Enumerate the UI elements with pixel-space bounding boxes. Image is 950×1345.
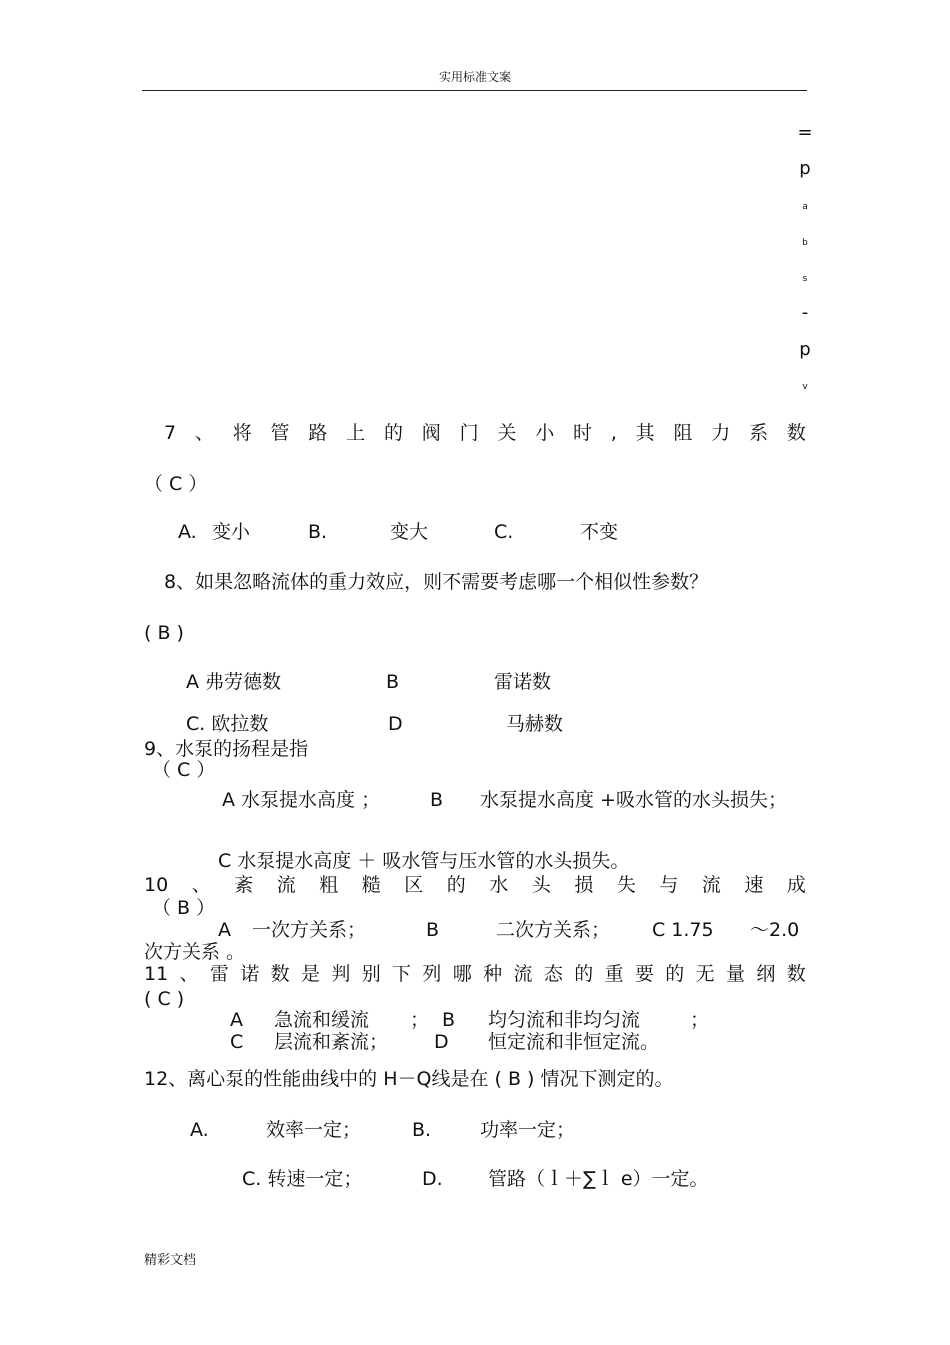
option-label: C. xyxy=(494,521,514,543)
formula-char: v xyxy=(802,382,808,392)
formula-char: p xyxy=(799,158,811,179)
question-11-stem: 11 、 雷 诺 数 是 判 别 下 列 哪 种 流 态 的 重 要 的 无 量 纲 数 xyxy=(144,963,806,985)
option-text: 层流和紊流； xyxy=(274,1031,389,1053)
option-label: D xyxy=(434,1031,449,1053)
header-rule xyxy=(142,90,807,91)
option-text: A 水泵提水高度 ； xyxy=(222,789,381,811)
formula-char: b xyxy=(802,238,808,248)
option-text: C 1.75 xyxy=(652,919,714,941)
option-label: D xyxy=(388,713,403,735)
option-text: 变大 xyxy=(390,521,429,543)
formula-char: = xyxy=(797,122,813,143)
formula-char: - xyxy=(801,302,809,323)
option-text: 一次方关系； xyxy=(252,919,367,941)
option-text: 效率一定； xyxy=(266,1119,362,1141)
option-label: A xyxy=(230,1009,243,1031)
option-text: C. 转速一定； xyxy=(242,1168,363,1190)
option-text: 均匀流和非均匀流 xyxy=(488,1009,641,1031)
option-label: B xyxy=(430,789,444,811)
question-7-answer: （ C ） xyxy=(144,473,208,495)
option-label: A xyxy=(218,919,231,941)
formula-char: s xyxy=(802,274,808,284)
option-label: A. xyxy=(178,521,197,543)
question-8-stem: 8、如果忽略流体的重力效应，则不需要考虑哪一个相似性参数？ xyxy=(164,571,709,593)
option-label: C xyxy=(230,1031,244,1053)
option-text: 不变 xyxy=(580,521,619,543)
option-text: 管路（ｌ＋∑ｌ e）一定。 xyxy=(488,1168,709,1190)
option-label: A. xyxy=(190,1119,209,1141)
question-10-stem: 10 、 紊 流 粗 糙 区 的 水 头 损 失 与 流 速 成 xyxy=(144,874,806,896)
question-9-stem: 9、水泵的扬程是指 xyxy=(144,738,309,760)
question-10-answer: （ B ） xyxy=(152,897,216,919)
option-text: C. 欧拉数 xyxy=(186,713,269,735)
question-7-stem: 7 、 将 管 路 上 的 阀 门 关 小 时 , 其 阻 力 系 数 xyxy=(164,422,806,444)
option-text: 恒定流和非恒定流。 xyxy=(488,1031,660,1053)
option-label: B xyxy=(386,671,400,693)
option-text: 马赫数 xyxy=(506,713,564,735)
option-text: ； xyxy=(690,1009,710,1031)
formula-char: a xyxy=(802,202,808,212)
option-text: 变小 xyxy=(212,521,251,543)
option-text: 急流和缓流 xyxy=(274,1009,370,1031)
question-8-answer: ( B ) xyxy=(144,622,184,644)
question-9-answer: （ C ） xyxy=(152,759,216,781)
formula-char: p xyxy=(799,339,811,360)
option-text: 次方关系 。 xyxy=(144,941,246,963)
option-text: ； xyxy=(410,1009,430,1031)
option-label: B. xyxy=(308,521,328,543)
option-text: A 弗劳德数 xyxy=(186,671,282,693)
option-text: 功率一定； xyxy=(480,1119,576,1141)
option-text: 二次方关系； xyxy=(496,919,611,941)
question-11-answer: ( C ) xyxy=(144,988,185,1010)
option-label: B xyxy=(426,919,440,941)
page-header: 实用标准文案 xyxy=(438,70,511,84)
option-label: B xyxy=(442,1009,456,1031)
option-label: B. xyxy=(412,1119,432,1141)
option-text: 水泵提水高度 +吸水管的水头损失； xyxy=(480,789,787,811)
question-12-stem: 12、离心泵的性能曲线中的 H－Q线是在 ( B ) 情况下测定的。 xyxy=(144,1068,674,1090)
option-text: ～2.0 xyxy=(750,919,800,941)
option-text: 雷诺数 xyxy=(494,671,552,693)
option-text: C 水泵提水高度 ＋ 吸水管与压水管的水头损失。 xyxy=(218,850,630,872)
option-label: D. xyxy=(422,1168,443,1190)
page-footer: 精彩文档 xyxy=(144,1253,197,1268)
